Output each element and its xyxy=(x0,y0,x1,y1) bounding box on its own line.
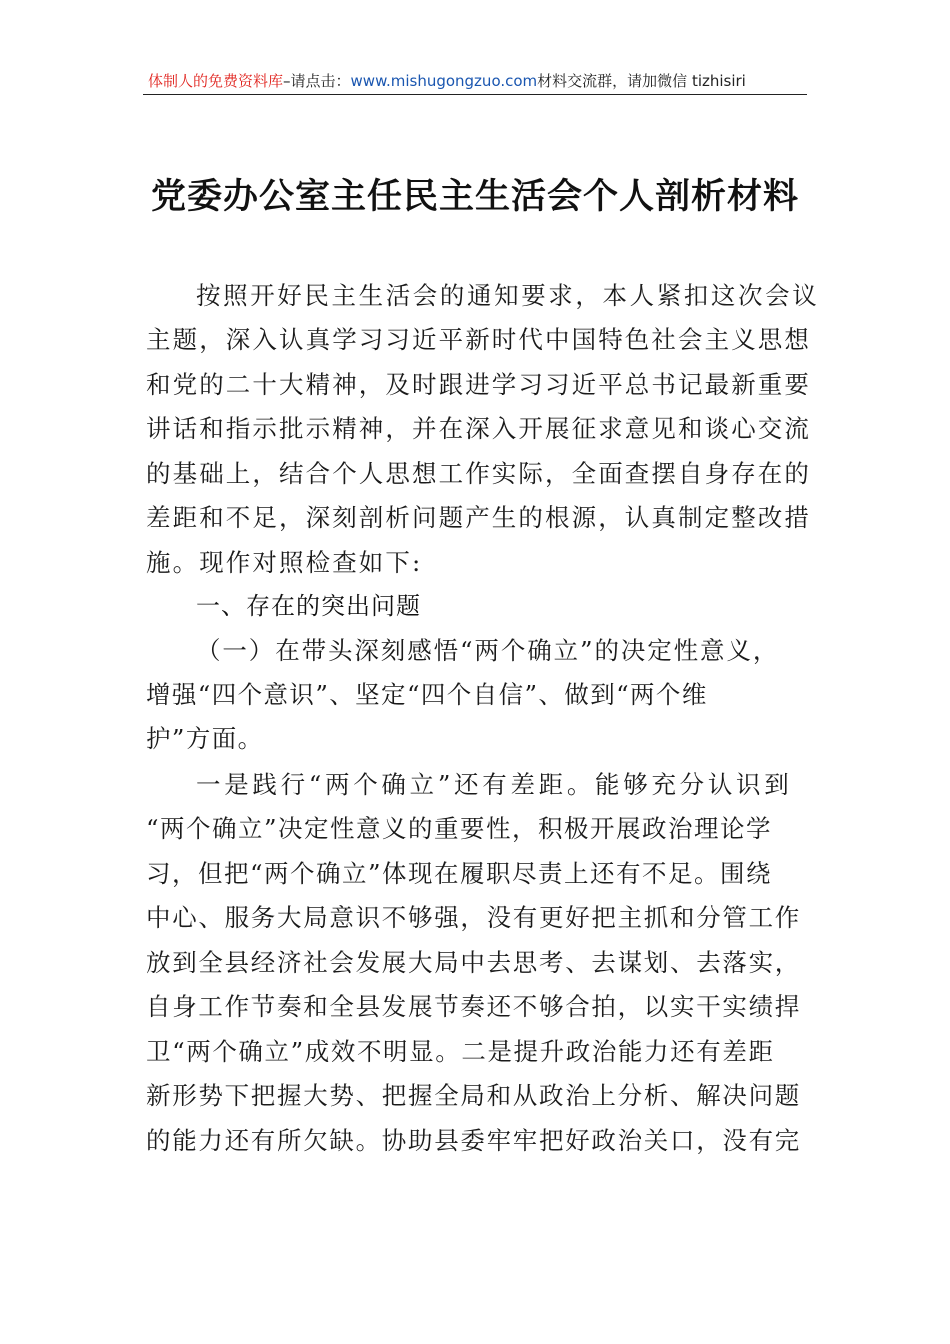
body-line: 中心、服务大局意识不够强，没有更好把主抓和分管工作 xyxy=(146,903,801,932)
subsection-line: 护”方面。 xyxy=(146,724,264,753)
body-line: 放到全县经济社会发展大局中去思考、去谋划、去落实， xyxy=(146,948,801,977)
intro-line: 主题，深入认真学习习近平新时代中国特色社会主义思想 xyxy=(146,325,811,354)
intro-line: 讲话和指示批示精神，并在深入开展征求意见和谈心交流 xyxy=(146,414,811,443)
body-line: 新形势下把握大势、把握全局和从政治上分析、解决问题 xyxy=(146,1081,801,1110)
subsection-line: （一）在带头深刻感悟“两个确立”的决定性意义， xyxy=(196,636,780,665)
body-line: 自身工作节奏和全县发展节奏还不够合拍，以实干实绩捍 xyxy=(146,992,801,1021)
intro-line: 和党的二十大精神，及时跟进学习习近平总书记最新重要 xyxy=(146,370,811,399)
header-banner xyxy=(148,70,808,92)
intro-line: 按照开好民主生活会的通知要求，本人紧扣这次会议 xyxy=(196,281,820,310)
subsection-line: 增强“四个意识”、坚定“四个自信”、做到“两个维 xyxy=(146,680,708,709)
header-divider xyxy=(143,94,807,95)
body-line: “两个确立”决定性意义的重要性，积极开展政治理论学 xyxy=(146,814,773,843)
library-name-link[interactable]: 体制人的免费资料库 xyxy=(148,72,284,90)
document-title: 党委办公室主任民主生活会个人剖析材料 xyxy=(150,176,799,217)
body-line: 一是践行“两个确立”还有差距。能够充分认识到 xyxy=(196,770,793,799)
intro-line: 差距和不足，深刻剖析问题产生的根源，认真制定整改措 xyxy=(146,503,811,532)
intro-line: 的基础上，结合个人思想工作实际，全面查摆自身存在的 xyxy=(146,459,811,488)
click-prompt: –请点击： xyxy=(283,72,351,90)
wechat-group-text: 材料交流群，请加微信 tizhisiri xyxy=(537,72,746,90)
website-link[interactable]: www.mishugongzuo.com xyxy=(350,72,538,90)
section-heading: 一、存在的突出问题 xyxy=(196,592,421,620)
intro-line: 施。现作对照检查如下: xyxy=(146,548,423,577)
body-line: 习，但把“两个确立”体现在履职尽责上还有不足。围绕 xyxy=(146,859,773,888)
body-line: 卫“两个确立”成效不明显。二是提升政治能力还有差距 xyxy=(146,1037,775,1066)
body-line: 的能力还有所欠缺。协助县委牢牢把好政治关口，没有完 xyxy=(146,1126,801,1155)
